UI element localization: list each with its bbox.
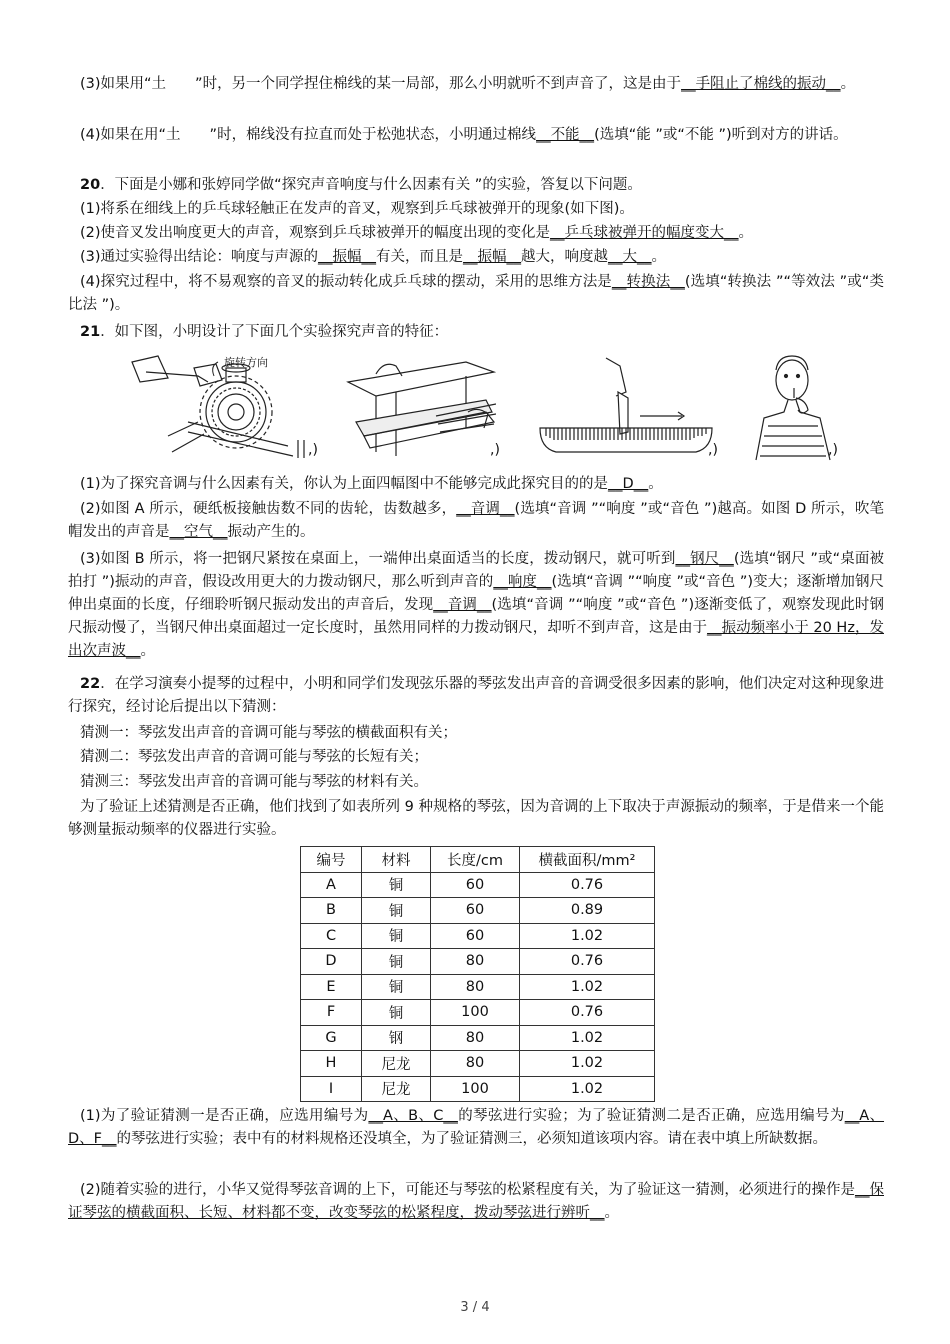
- q21-stem: [68, 321, 884, 344]
- cell-material: 铜: [362, 872, 431, 898]
- q19-part4-end: (选填“能 ”或“不能 ”)听到对方的讲话。: [594, 127, 848, 143]
- header-material: 材料: [362, 847, 431, 873]
- q21-part1-answer: __D__: [608, 476, 649, 492]
- q21-stem-text: ．如下图，小明设计了下面几个实验探究声音的特征：: [100, 324, 449, 340]
- table-row: [301, 1076, 655, 1102]
- table-row: [301, 872, 655, 898]
- q20-stem-text: ．下面是小娜和张婷同学做“探究声音响度与什么因素有关 ”的实验，答复以下问题。: [100, 177, 642, 193]
- q19-part4: [68, 124, 884, 147]
- q21-figures: [128, 352, 848, 462]
- cell-material: 铜: [362, 1000, 431, 1026]
- cell-area: 1.02: [520, 974, 655, 1000]
- q21-part2-answer-1: __音调__: [456, 501, 515, 517]
- figure-d-paren: ,): [828, 442, 838, 458]
- table-row: [301, 1051, 655, 1077]
- cell-material: 铜: [362, 923, 431, 949]
- figure-d-boy: [748, 352, 838, 462]
- table-row: [301, 898, 655, 924]
- table-row: [301, 923, 655, 949]
- q22-number: 22: [80, 676, 101, 692]
- q19-part3-text: (3)如果用“土 ”时，另一个同学捏住棉线的某一局部，那么小明就听不到声音了，这是由于: [80, 76, 682, 92]
- q20-part2: [68, 222, 884, 245]
- q21-part3-text-c: (选填“音调 ”“响度 ”或“音色 ”)变大；逐渐增加钢尺伸出桌面的长度，仔细聆听钢尺振动发出的声音后，发现: [68, 574, 885, 613]
- figure-a-paren: ,): [308, 442, 318, 458]
- q22-part2: [68, 1179, 884, 1225]
- q19-part4-text: (4)如果在用“土 ”时，棉线没有拉直而处于松弛状态，小明通过棉线: [80, 127, 537, 143]
- q20-part3-text-c: 越大，响度越: [521, 249, 609, 265]
- cell-number: C: [301, 923, 362, 949]
- q22-guess-1: 猜测一：琴弦发出声音的音调可能与琴弦的横截面积有关；: [80, 725, 457, 741]
- table-row: [301, 974, 655, 1000]
- q21-part2: [68, 498, 884, 544]
- cell-material: 铜: [362, 949, 431, 975]
- q20-part4-end: (选填“转换法 ”“等效法 ”或“类比法 ”)。: [68, 274, 884, 313]
- cell-length: 100: [431, 1076, 520, 1102]
- cell-material: 钢: [362, 1025, 431, 1051]
- q19-part3-end: 。: [840, 76, 856, 92]
- cell-area: 0.76: [520, 1000, 655, 1026]
- q20-part3-text-a: (3)通过实验得出结论：响度与声源的: [80, 249, 319, 265]
- table-row: [301, 949, 655, 975]
- q21-number: 21: [80, 324, 101, 340]
- q21-part3-end: 。: [140, 643, 155, 659]
- q21-part2-answer-2: __空气__: [169, 524, 228, 540]
- q20-number: 20: [80, 177, 101, 193]
- q20-part1: (1)将系在细线上的乒乓球轻触正在发声的音叉，观察到乒乓球被弹开的现象(如下图)。: [80, 201, 634, 217]
- page-number: 3 / 4: [460, 1300, 490, 1315]
- header-area: 横截面积/mm²: [520, 847, 655, 873]
- q21-part2-text-a: (2)如图 A 所示，硬纸板接触齿数不同的齿轮，齿数越多，: [80, 501, 457, 517]
- q22-stem: [68, 673, 884, 719]
- q22-part2-answer: __保证琴弦的横截面积、长短、材料都不变，改变琴弦的松紧程度，拨动琴弦进行辨听__: [68, 1182, 884, 1221]
- q20-part3-answer-1: __振幅__: [318, 249, 377, 265]
- cell-length: 60: [431, 898, 520, 924]
- cell-length: 60: [431, 923, 520, 949]
- cell-length: 80: [431, 949, 520, 975]
- cell-area: 1.02: [520, 1051, 655, 1077]
- q21-part1: [68, 473, 884, 496]
- q20-part3-answer-3: __大__: [608, 249, 652, 265]
- q20-part3-end: 。: [651, 249, 667, 265]
- cell-number: D: [301, 949, 362, 975]
- q21-part3-text-a: (3)如图 B 所示，将一把钢尺紧按在桌面上，一端伸出桌面适当的长度，拨动钢尺，就可听到: [80, 551, 676, 567]
- header-number: 编号: [301, 847, 362, 873]
- cell-number: F: [301, 1000, 362, 1026]
- q20-part2-text: (2)使音叉发出响度更大的声音，观察到乒乓球被弹开的幅度出现的变化是: [80, 225, 551, 241]
- q21-part3-answer-1: __钢尺__: [675, 551, 734, 567]
- q21-part2-end: 振动产生的。: [227, 524, 315, 540]
- cell-length: 60: [431, 872, 520, 898]
- q22-guess-3: 猜测三：琴弦发出声音的音调可能与琴弦的材料有关。: [80, 774, 428, 790]
- header-length: 长度/cm: [431, 847, 520, 873]
- q19-part3: [68, 73, 884, 96]
- q21-part3-text-b: (选填“钢尺 ”或“桌面被拍打 ”)振动的声音，假设改用更大的力拨动钢尺，那么听到声音的: [68, 551, 885, 590]
- q21-part3-answer-4: __振动频率小于 20 Hz，发出次声波__: [68, 620, 884, 659]
- q21-part1-end: 。: [648, 476, 663, 492]
- q22-guess-2: 猜测二：琴弦发出声音的音调可能与琴弦的长短有关；: [80, 749, 428, 765]
- q21-part2-text-b: (选填“音调 ”“响度 ”或“音色 ”)越高。如图 D 所示，吹笔帽发出的声音是: [68, 501, 884, 540]
- cell-material: 铜: [362, 974, 431, 1000]
- figure-c-paren: ,): [708, 442, 718, 458]
- q20-part3-text-b: 有关，而且是: [376, 249, 464, 265]
- cell-number: E: [301, 974, 362, 1000]
- q21-part3-answer-3: __音调__: [433, 597, 492, 613]
- cell-area: 0.76: [520, 949, 655, 975]
- q20-part3: [68, 246, 884, 269]
- cell-number: A: [301, 872, 362, 898]
- cell-area: 1.02: [520, 923, 655, 949]
- cell-area: 0.89: [520, 898, 655, 924]
- q22-part1: [68, 1105, 884, 1151]
- cell-number: G: [301, 1025, 362, 1051]
- q22-intro: 为了验证上述猜测是否正确，他们找到了如表所列 9 种规格的琴弦，因为音调的上下取决于声源振动的频率，于是借来一个能够测量振动频率的仪器进行实验。: [68, 799, 884, 838]
- q20-part2-answer: __乒乓球被弹开的幅度变大__: [550, 225, 739, 241]
- figure-b-paren: ,): [490, 442, 500, 458]
- q21-part3-text-d: (选填“音调 ”“响度 ”或“音色 ”)逐渐变低了，观察发现此时钢尺振动慢了，当钢尺伸出桌面超过一定长度时，虽然用同样的力拨动钢尺，却听不到声音，这是由于: [68, 597, 885, 636]
- q20-part2-end: 。: [738, 225, 754, 241]
- q21-part3: [68, 548, 884, 663]
- cell-material: 尼龙: [362, 1076, 431, 1102]
- cell-number: H: [301, 1051, 362, 1077]
- cell-length: 80: [431, 1051, 520, 1077]
- q20-part4-text: (4)探究过程中，将不易观察的音叉的振动转化成乒乓球的摆动，采用的思维方法是: [80, 274, 612, 290]
- q22-part1-answer-1: __A、B、C__: [368, 1108, 458, 1124]
- figure-c-comb: [536, 352, 716, 462]
- table-row: [301, 1025, 655, 1051]
- q22-part2-text: (2)随着实验的进行，小华又觉得琴弦音调的上下，可能还与琴弦的松紧程度有关，为了验证这一猜测，必须进行的操作是: [80, 1182, 855, 1198]
- q22-part1-text-b: 的琴弦进行实验；为了验证猜测二是否正确，应选用编号为: [457, 1108, 845, 1124]
- q19-part3-answer: __手阻止了棉线的振动__: [681, 76, 841, 92]
- q20-part3-answer-2: __振幅__: [463, 249, 522, 265]
- q22-part1-text-a: (1)为了验证猜测一是否正确，应选用编号为: [80, 1108, 369, 1124]
- cell-number: I: [301, 1076, 362, 1102]
- table-header-row: [301, 847, 655, 873]
- rotation-direction-label: 旋转方向: [224, 356, 268, 369]
- string-spec-table: [300, 846, 655, 1102]
- q20-part4: [68, 271, 884, 317]
- q20-stem: [68, 174, 884, 197]
- q20-part4-answer: __转换法__: [611, 274, 685, 290]
- figure-a-gears: [128, 352, 313, 462]
- cell-length: 80: [431, 1025, 520, 1051]
- q22-stem-text: ．在学习演奏小提琴的过程中，小明和同学们发现弦乐器的琴弦发出声音的音调受很多因素的影响，他们决定对这种现象进行探究，经讨论后提出以下猜测：: [68, 676, 884, 715]
- cell-area: 1.02: [520, 1076, 655, 1102]
- cell-length: 100: [431, 1000, 520, 1026]
- cell-number: B: [301, 898, 362, 924]
- q22-part2-end: 。: [604, 1205, 619, 1221]
- q21-part3-answer-2: __响度__: [493, 574, 552, 590]
- cell-material: 铜: [362, 898, 431, 924]
- cell-area: 0.76: [520, 872, 655, 898]
- cell-length: 80: [431, 974, 520, 1000]
- figure-b-ruler: [346, 352, 496, 462]
- q21-part1-text: (1)为了探究音调与什么因素有关，你认为上面四幅图中不能够完成此探究目的的是: [80, 476, 609, 492]
- cell-area: 1.02: [520, 1025, 655, 1051]
- cell-material: 尼龙: [362, 1051, 431, 1077]
- q22-part1-answer-2: __A、D、F__: [68, 1108, 885, 1147]
- q22-part1-end: 的琴弦进行实验；表中有的材料规格还没填全，为了验证猜测三，必须知道该项内容。请在表中填上所缺数据。: [116, 1131, 828, 1147]
- q19-part4-answer: __不能__: [536, 127, 595, 143]
- table-row: [301, 1000, 655, 1026]
